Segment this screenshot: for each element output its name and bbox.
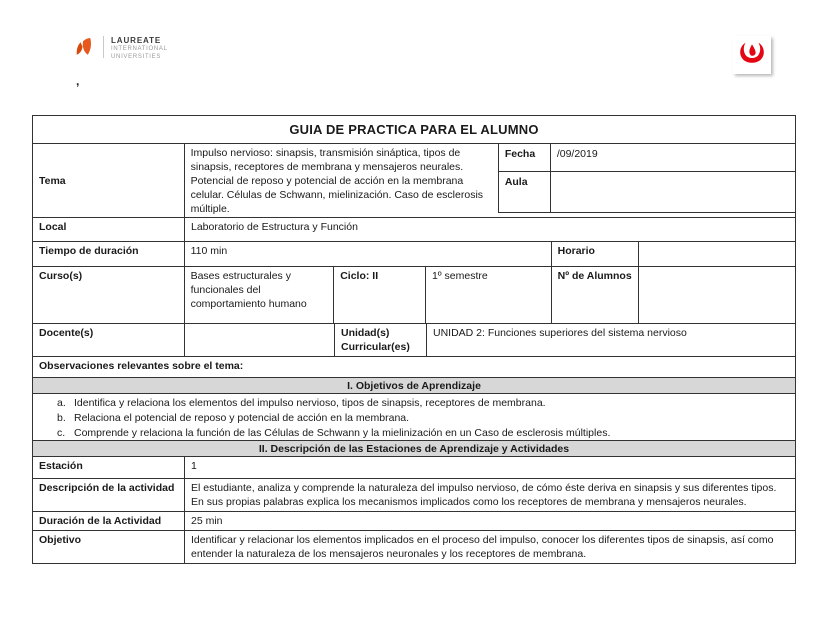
alumnos-label: Nº de Alumnos bbox=[552, 267, 640, 323]
local-value: Laboratorio de Estructura y Función bbox=[191, 221, 358, 233]
fecha-aula-nested-table bbox=[498, 144, 795, 213]
laureate-name: LAUREATE bbox=[111, 36, 162, 45]
objective-marker: c. bbox=[57, 427, 66, 439]
unidad-label: Unidad(s) Curricular(es) bbox=[335, 324, 427, 356]
estacion-row bbox=[33, 457, 795, 479]
section2-header: II. Descripción de las Estaciones de Aprendizaje y Actividades bbox=[33, 441, 795, 457]
fecha-value: /09/2019 bbox=[556, 148, 598, 160]
descripcion-row bbox=[33, 479, 795, 512]
laureate-wordmark bbox=[111, 36, 168, 61]
estacion-label: Estación bbox=[33, 457, 185, 478]
fecha-label: Fecha bbox=[499, 144, 551, 171]
laureate-line2: INTERNATIONAL bbox=[111, 46, 168, 52]
semestre-value: 1º semestre bbox=[426, 267, 552, 323]
objective-item bbox=[33, 426, 795, 441]
objective-text: Comprende y relaciona la función de las Células de Schwann y la mielinización en un Caso de esclerosis múltiples. bbox=[74, 427, 611, 439]
upc-flame-icon bbox=[736, 37, 768, 74]
estacion-value: 1 bbox=[191, 460, 197, 472]
practice-guide-table bbox=[32, 115, 796, 564]
laureate-line3: UNIVERSITIES bbox=[111, 54, 162, 60]
objective-marker: a. bbox=[57, 397, 66, 409]
tiempo-label: Tiempo de duración bbox=[33, 242, 185, 266]
descripcion-label: Descripción de la actividad bbox=[33, 479, 185, 511]
horario-label: Horario bbox=[552, 242, 640, 266]
local-label: Local bbox=[33, 218, 185, 241]
logo-divider bbox=[103, 36, 104, 58]
upc-logo bbox=[733, 36, 771, 74]
tema-value: Impulso nervioso: sinapsis, transmisión sináptica, tipos de sinapsis, receptores de membrana y mensajeros neurales. Potencial de reposo y potencial de acción en la membrana celular. Células de Schwann, mielinización. Caso de esclerosis múltiple. bbox=[190, 147, 484, 215]
objetivo-row bbox=[33, 531, 795, 563]
page-title: GUIA DE PRACTICA PARA EL ALUMNO bbox=[289, 121, 539, 137]
aula-value bbox=[551, 172, 795, 212]
laureate-logo bbox=[72, 36, 168, 64]
observaciones-label: Observaciones relevantes sobre el tema: bbox=[39, 360, 244, 372]
section1-header: I. Objetivos de Aprendizaje bbox=[33, 378, 795, 394]
tiempo-row bbox=[33, 242, 795, 267]
observaciones-row bbox=[33, 357, 795, 378]
tema-label: Tema bbox=[33, 144, 185, 217]
objective-text: Relaciona el potencial de reposo y potencial de acción en la membrana. bbox=[74, 412, 410, 424]
curso-value: Bases estructurales y funcionales del comportamiento humano bbox=[185, 267, 335, 323]
docente-value bbox=[185, 324, 335, 356]
objectives-list bbox=[33, 394, 795, 441]
table-title-row bbox=[33, 116, 795, 144]
laureate-leaf-icon bbox=[72, 36, 95, 64]
docente-label: Docente(s) bbox=[33, 324, 185, 356]
objective-item bbox=[33, 411, 795, 426]
unidad-value: UNIDAD 2: Funciones superiores del sistema nervioso bbox=[433, 327, 687, 339]
duracion-row bbox=[33, 512, 795, 531]
local-row bbox=[33, 218, 795, 242]
descripcion-value: El estudiante, analiza y comprende la naturaleza del impulso nervioso, de cómo éste deriva en sinapsis y sus diferentes tipos. En sus propias palabras explica los mecanismos implicados como los receptores de membrana y mensajeros neurales. bbox=[191, 482, 777, 508]
duracion-value: 25 min bbox=[191, 515, 223, 527]
horario-value bbox=[639, 242, 795, 266]
objective-item bbox=[33, 396, 795, 411]
objetivo-value: Identificar y relacionar los elementos implicados en el proceso del impulso, conocer los diferentes tipos de sinapsis, así como entender la naturaleza de los mensajeros neuronales y los receptores de membrana. bbox=[191, 534, 774, 560]
stray-comma: , bbox=[76, 74, 80, 88]
aula-label: Aula bbox=[499, 172, 551, 212]
duracion-label: Duración de la Actividad bbox=[33, 512, 185, 530]
aula-row bbox=[499, 172, 795, 212]
fecha-aula-block bbox=[498, 144, 795, 217]
docente-row bbox=[33, 324, 795, 357]
objective-marker: b. bbox=[57, 412, 66, 424]
fecha-row bbox=[499, 144, 795, 172]
alumnos-value bbox=[639, 267, 795, 323]
objective-text: Identifica y relaciona los elementos del impulso nervioso, tipos de sinapsis, receptores de membrana. bbox=[74, 397, 546, 409]
tiempo-value: 110 min bbox=[185, 242, 552, 266]
tema-row bbox=[33, 144, 795, 218]
curso-row bbox=[33, 267, 795, 324]
ciclo-label: Ciclo: II bbox=[334, 267, 426, 323]
curso-label: Curso(s) bbox=[33, 267, 185, 323]
objetivo-label: Objetivo bbox=[33, 531, 185, 563]
